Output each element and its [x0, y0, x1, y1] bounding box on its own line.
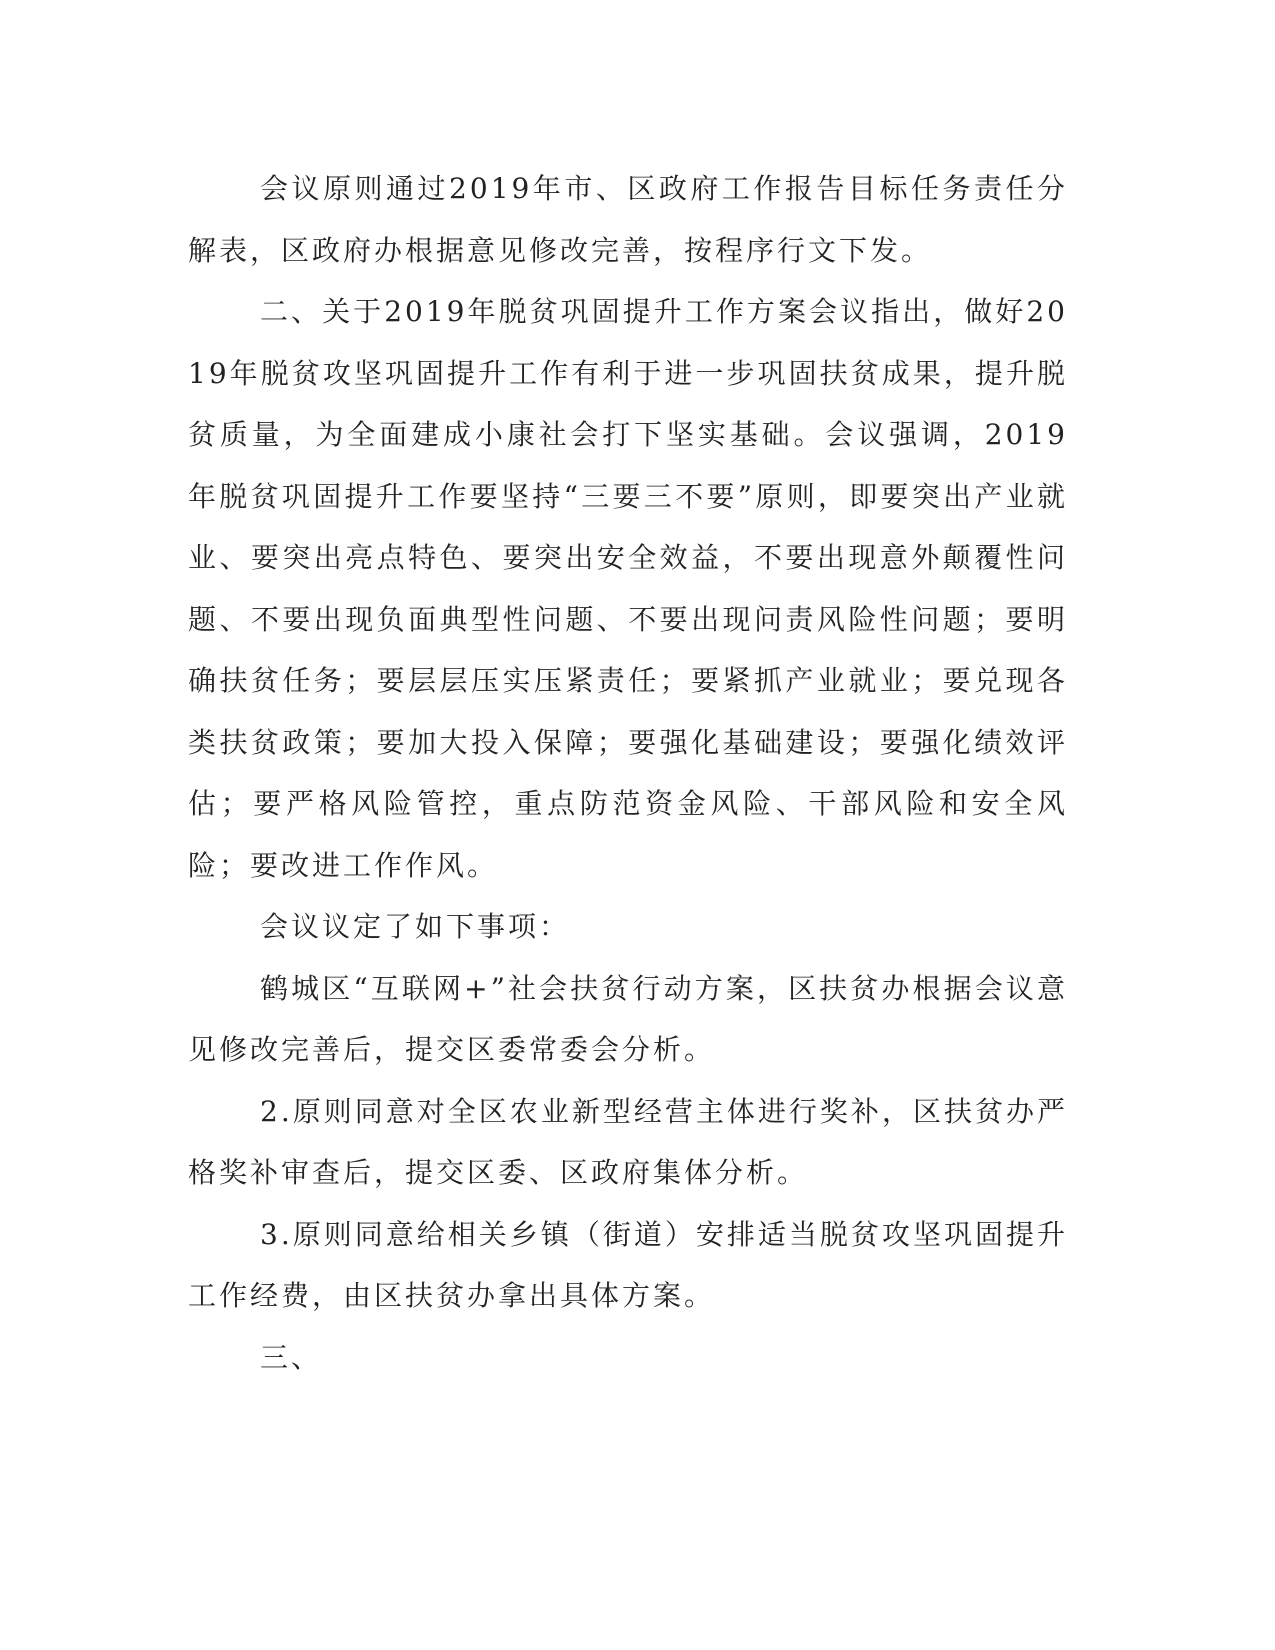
- paragraph-3: 会议议定了如下事项：: [260, 910, 571, 943]
- document-body: [188, 158, 1068, 1388]
- paragraph-1: 会议原则通过2019年市、区政府工作报告目标任务责任分解表，区政府办根据意见修改完善，按程序行文下发。: [188, 172, 1068, 267]
- paragraph-5: 2.原则同意对全区农业新型经营主体进行奖补，区扶贫办严格奖补审查后，提交区委、区政府集体分析。: [188, 1094, 1068, 1189]
- paragraph-2: 二、关于2019年脱贫巩固提升工作方案会议指出，做好2019年脱贫攻坚巩固提升工作有利于进一步巩固扶贫成果，提升脱贫质量，为全面建成小康社会打下坚实基础。会议强调，2019年脱贫巩固提升工作要坚持“三要三不要”原则，即要突出产业就业、要突出亮点特色、要突出安全效益，不要出现意外颠覆性问题、不要出现负面典型性问题、不要出现问责风险性问题；要明确扶贫任务；要层层压实压紧责任；要紧抓产业就业；要兑现各类扶贫政策；要加大投入保障；要强化基础建设；要强化绩效评估；要严格风险管控，重点防范资金风险、干部风险和安全风险；要改进工作作风。: [188, 295, 1068, 882]
- paragraph-7: 三、: [260, 1340, 323, 1374]
- paragraph-6: 3.原则同意给相关乡镇（街道）安排适当脱贫攻坚巩固提升工作经费，由区扶贫办拿出具体方案。: [188, 1217, 1068, 1312]
- paragraph-4: 鹤城区“互联网+”社会扶贫行动方案，区扶贫办根据会议意见修改完善后，提交区委常委会分析。: [188, 971, 1068, 1066]
